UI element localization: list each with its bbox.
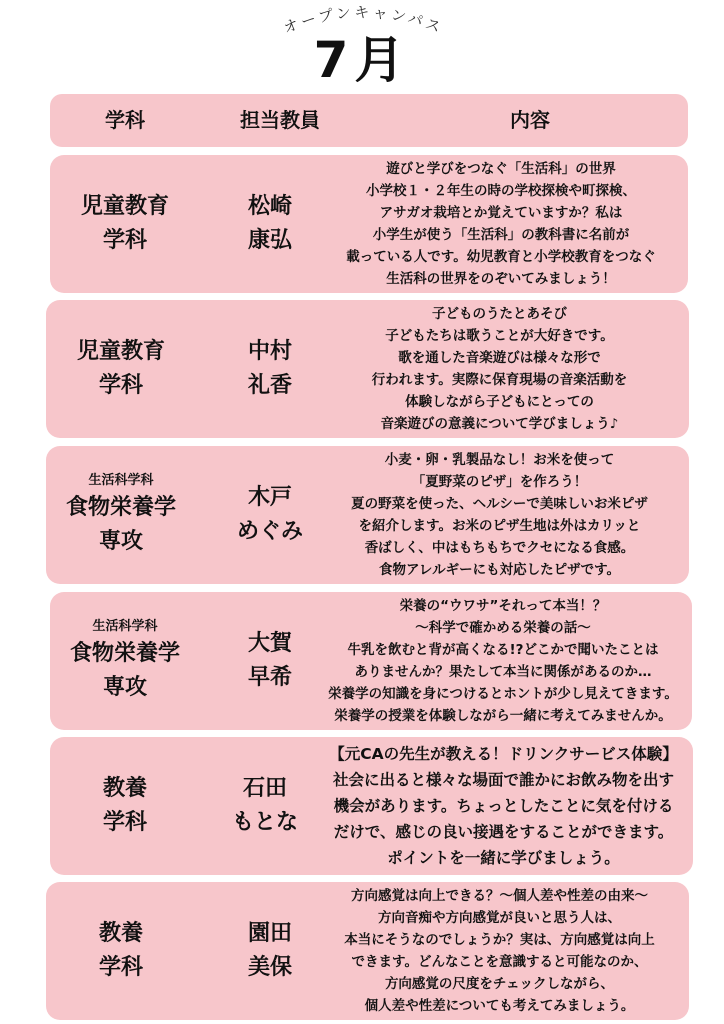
content-line: 栄養学の授業を体験しながら一緒に考えてみませんか。: [334, 708, 672, 724]
content-line: 小麦・卵・乳製品なし！お米を使って: [384, 452, 615, 468]
content-line: 行われます。実際に保育現場の音楽活動を: [371, 372, 628, 388]
table-row: [50, 592, 692, 730]
teacher-line: 園田: [247, 921, 292, 946]
teacher-cell: [220, 155, 320, 293]
content-line: 方向音痴や方向感覚が良いと思う人は、: [378, 910, 621, 926]
header-teacher: 担当教員: [240, 108, 320, 132]
content-line: 体験しながら子どもにとっての: [405, 394, 594, 410]
content-line: 栄養学の知識を身につけるとホントが少し見えてきます。: [328, 686, 678, 702]
table-row: [50, 155, 688, 293]
teacher-line: 中村: [247, 339, 292, 364]
department-cell: [46, 446, 196, 584]
department-line: 専攻: [102, 675, 147, 700]
subtitle-text: オープンキャンパス: [280, 3, 447, 38]
teacher-cell: [220, 300, 320, 438]
teacher-line: 康弘: [247, 228, 292, 253]
department-line: 児童教育: [76, 339, 165, 364]
content-line: 載っている人です。幼児教育と小学校教育をつなぐ: [346, 249, 656, 265]
department-cell: [50, 155, 200, 293]
content-line: 社会に出ると様々な場面で誰かにお飲み物を出す: [332, 771, 674, 789]
teacher-line: 美保: [247, 955, 292, 980]
teacher-line: もとな: [231, 810, 298, 835]
teacher-line: めぐみ: [236, 519, 303, 544]
content-line: を紹介します。お米のピザ生地は外はカリッと: [358, 518, 641, 534]
header-content: 内容: [510, 108, 550, 132]
content-line: だけで、感じの良い接遇をすることができます。: [333, 823, 674, 841]
content-line: 音楽遊びの意義について学びましょう♪: [380, 416, 619, 432]
content-cell: [314, 300, 685, 438]
content-line: 香ばしく、中はもちもちでクセになる食感。: [364, 540, 635, 556]
content-cell: [314, 446, 685, 584]
department-line: 食物栄養学: [65, 495, 176, 520]
teacher-line: 大賀: [247, 631, 292, 656]
content-line: 栄養の“ウワサ”それって本当！？: [399, 598, 607, 614]
content-line: ありませんか？果たして本当に関係があるのか…: [354, 664, 652, 680]
header-department: 学科: [105, 108, 145, 132]
department-parent: 生活科学科: [88, 473, 154, 488]
department-line: 学科: [102, 228, 147, 253]
content-line: 小学校１・２年生の時の学校探検や町探検、: [366, 183, 636, 199]
content-cell: [314, 882, 685, 1020]
table-row: [46, 446, 689, 584]
content-line: アサガオ栽培とか覚えていますか？私は: [379, 205, 623, 221]
teacher-line: 木戸: [247, 485, 292, 510]
teacher-line: 礼香: [247, 373, 292, 398]
content-line: 個人差や性差についても考えてみましょう。: [364, 998, 635, 1014]
teacher-line: 松崎: [247, 194, 292, 219]
department-line: 学科: [98, 955, 143, 980]
department-line: 学科: [98, 373, 143, 398]
department-cell: [50, 592, 200, 730]
content-line: 牛乳を飲むと背が高くなる!?どこかで聞いたことは: [347, 642, 659, 658]
content-line: 【元CAの先生が教える！ドリンクサービス体験】: [329, 745, 678, 763]
department-parent: 生活科学科: [92, 619, 158, 634]
table-row: [46, 300, 689, 438]
department-cell: [50, 737, 200, 875]
content-line: ～科学で確かめる栄養の話～: [415, 620, 591, 636]
content-line: 夏の野菜を使った、ヘルシーで美味しいお米ピザ: [351, 496, 648, 512]
content-cell: [318, 737, 689, 875]
department-line: 教養: [102, 776, 147, 801]
content-line: 「夏野菜のピザ」を作ろう！: [411, 474, 588, 490]
teacher-cell: [215, 737, 315, 875]
teacher-line: 早希: [247, 665, 292, 690]
content-line: 子どもたちは歌うことが大好きです。: [385, 328, 614, 344]
table-header: [50, 94, 688, 147]
content-line: 方向感覚の尺度をチェックしながら、: [384, 976, 615, 992]
content-line: 方向感覚は向上できる？～個人差や性差の由来～: [351, 888, 648, 904]
content-cell: [318, 155, 684, 293]
content-line: ポイントを一緒に学びましょう。: [387, 849, 620, 867]
department-cell: [46, 300, 196, 438]
content-line: 子どものうたとあそび: [432, 306, 567, 322]
content-line: 食物アレルギーにも対応したピザです。: [378, 562, 621, 578]
teacher-cell: [220, 446, 320, 584]
department-line: 教養: [98, 921, 143, 946]
table-row: [50, 737, 693, 875]
content-line: 歌を通した音楽遊びは様々な形で: [398, 350, 601, 366]
month-title: 7月: [313, 31, 411, 89]
department-line: 学科: [102, 810, 147, 835]
department-cell: [46, 882, 196, 1020]
content-line: できます。どんなことを意識すると可能なのか、: [351, 954, 648, 970]
content-line: 本当にそうなのでしょうか？実は、方向感覚は向上: [344, 932, 655, 948]
department-line: 専攻: [98, 529, 143, 554]
content-line: 機会があります。ちょっとしたことに気を付ける: [333, 797, 674, 815]
content-cell: [318, 592, 688, 730]
content-line: 小学生が使う「生活科」の教科書に名前が: [372, 227, 630, 243]
teacher-cell: [220, 882, 320, 1020]
teacher-line: 石田: [242, 776, 287, 801]
department-line: 児童教育: [80, 194, 169, 219]
department-line: 食物栄養学: [69, 641, 180, 666]
content-line: 遊びと学びをつなぐ「生活科」の世界: [386, 161, 616, 177]
teacher-cell: [220, 592, 320, 730]
table-row: [46, 882, 689, 1020]
content-line: 生活科の世界をのぞいてみましょう！: [386, 271, 616, 287]
